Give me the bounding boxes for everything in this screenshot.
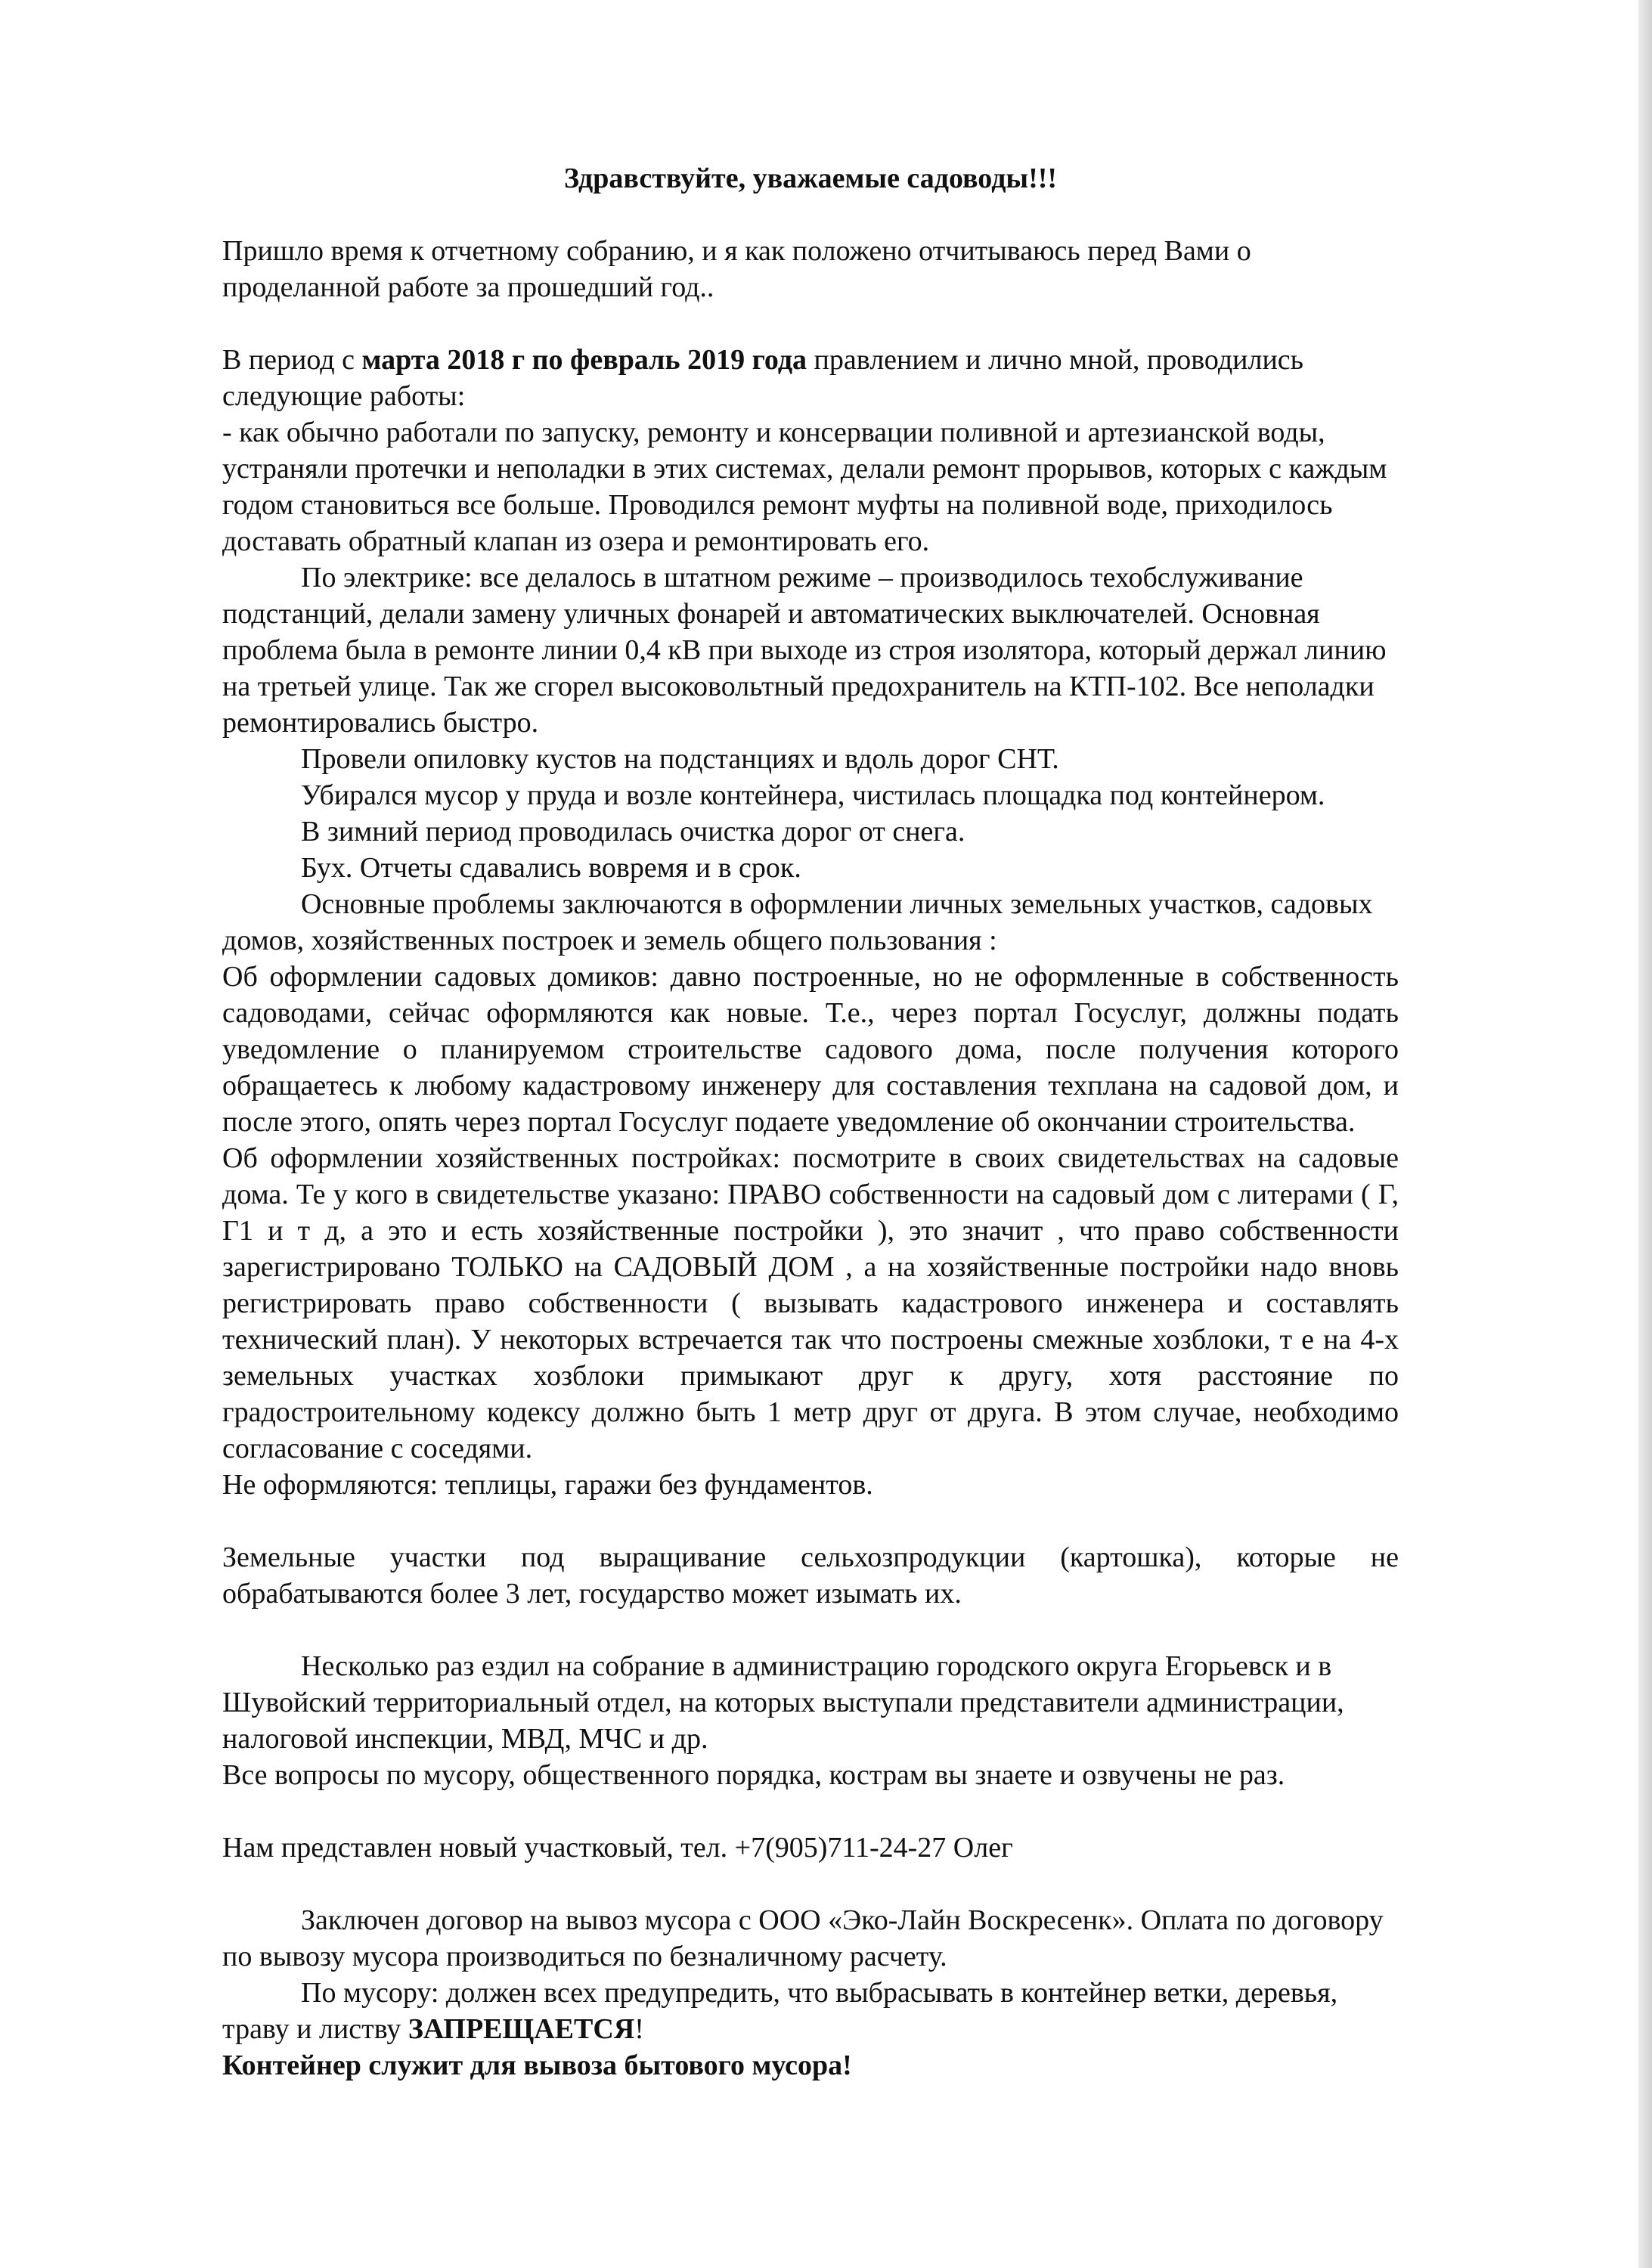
period-prefix: В период с [222, 344, 362, 376]
page-title: Здравствуйте, уважаемые садоводы!!! [563, 163, 1058, 194]
letter-body [222, 160, 1399, 2084]
problems-paragraph: Основные проблемы заключаются в оформлении личных земельных участков, садовых домов, хозяйственных построек и земель общего пользования : [222, 888, 1373, 956]
meetings-paragraph: Несколько раз ездил на собрание в администрацию городского округа Егорьевск и в Шувойский территориальный отдел, на которых выступали представители администрации, налоговой инспекции, МВД, МЧС и др. [222, 1650, 1344, 1755]
container-notice: Контейнер служит для вывоза бытового мусора! [222, 2050, 852, 2081]
intro-paragraph: Пришло время к отчетному собранию, и я как положено отчитываюсь перед Вами о проделанной работе за прошедший год.. [222, 235, 1251, 303]
outbuildings-paragraph: Об оформлении хозяйственных постройках: посмотрите в своих свидетельствах на садовые дома. Те у кого в свидетельстве указано: ПРАВО собственности на садовый дом с литерами ( Г, Г1 и т д, а это и есть хозяйственные постройки ), это значит , что право собственности зарегистрировано ТОЛЬКО на САДОВЫЙ ДОМ , а на хозяйственные постройки надо вновь регистрировать право собственности ( вызывать кадастрового инженера и составлять технический план). У некоторых встречается так что построены смежные хозблоки, т е на 4-х земельных участках хозблоки примыкают друг к другу, хотя расстояние по градостроительному кодексу должно быть 1 метр друг от друга. В этом случае, необходимо согласование с соседями. [222, 1142, 1399, 1464]
scan-edge [1638, 0, 1652, 2268]
trash-pond-paragraph: Убирался мусор у пруда и возле контейнера, чистилась площадка под контейнером. [301, 779, 1325, 811]
officer-paragraph: Нам представлен новый участковый, тел. +7(905)711-24-27 Олег [222, 1832, 1013, 1864]
container-paragraph [222, 2047, 1399, 2084]
warning-suffix: ! [634, 2013, 644, 2045]
electric-paragraph: По электрике: все делалось в штатном режиме – производилось техобслуживание подстанций, делали замену уличных фонарей и автоматических выключателей. Основная проблема была в ремонте линии 0,4 кВ при выходе из строя изолятора, который держал линию на третьей улице. Так же сгорел высоковольтный предохранитель на КТП-102. Все неполадки ремонтировались быстро. [222, 562, 1387, 739]
bushes-paragraph: Провели опиловку кустов на подстанциях и вдоль дорог СНТ. [301, 743, 1059, 775]
contract-paragraph: Заключен договор на вывоз мусора с ООО «Эко-Лайн Воскресенк». Оплата по договору по вывозу мусора производиться по безналичному расчету. [222, 1904, 1384, 1972]
period-dates: марта 2018 г по февраль 2019 года [361, 344, 807, 376]
houses-paragraph: Об оформлении садовых домиков: давно построенные, но не оформленные в собственность садоводами, сейчас оформляются как новые. Т.е., через портал Госуслуг, должны подать уведомление о планируемом строительстве садового дома, после получения которого обращаетесь к любому кадастровому инженеру для составления техплана на садовой дом, и после этого, опять через портал Госуслуг подаете уведомление об окончании строительства. [222, 961, 1399, 1138]
questions-paragraph: Все вопросы по мусору, общественного порядка, кострам вы знаете и озвучены не раз. [222, 1759, 1285, 1791]
not-registered-paragraph: Не оформляются: теплицы, гаражи без фундаментов. [222, 1469, 873, 1501]
water-paragraph: - как обычно работали по запуску, ремонту и консервации поливной и артезианской воды, устраняли протечки и неполадки в этих системах, делали ремонт прорывов, которых с каждым годом становиться все больше. Проводился ремонт муфты на поливной воде, приходилось доставать обратный клапан из озера и ремонтировать его. [222, 417, 1387, 557]
warning-paragraph [222, 1975, 1399, 2047]
winter-paragraph: В зимний период проводилась очистка дорог от снега. [301, 816, 965, 847]
warning-prefix: По мусору: должен всех предупредить, что выбрасывать в контейнер ветки, деревья, траву и листву [222, 1977, 1338, 2045]
warning-emphasis: ЗАПРЕЩАЕТСЯ [408, 2013, 635, 2045]
land-paragraph: Земельные участки под выращивание сельхозпродукции (картошка), которые не обрабатываются более 3 лет, государство может изымать их. [222, 1541, 1399, 1610]
period-suffix: правлением и лично мной, проводились следующие работы: [222, 344, 1303, 412]
period-paragraph [222, 342, 1399, 414]
reports-paragraph: Бух. Отчеты сдавались вовремя и в срок. [301, 852, 801, 884]
